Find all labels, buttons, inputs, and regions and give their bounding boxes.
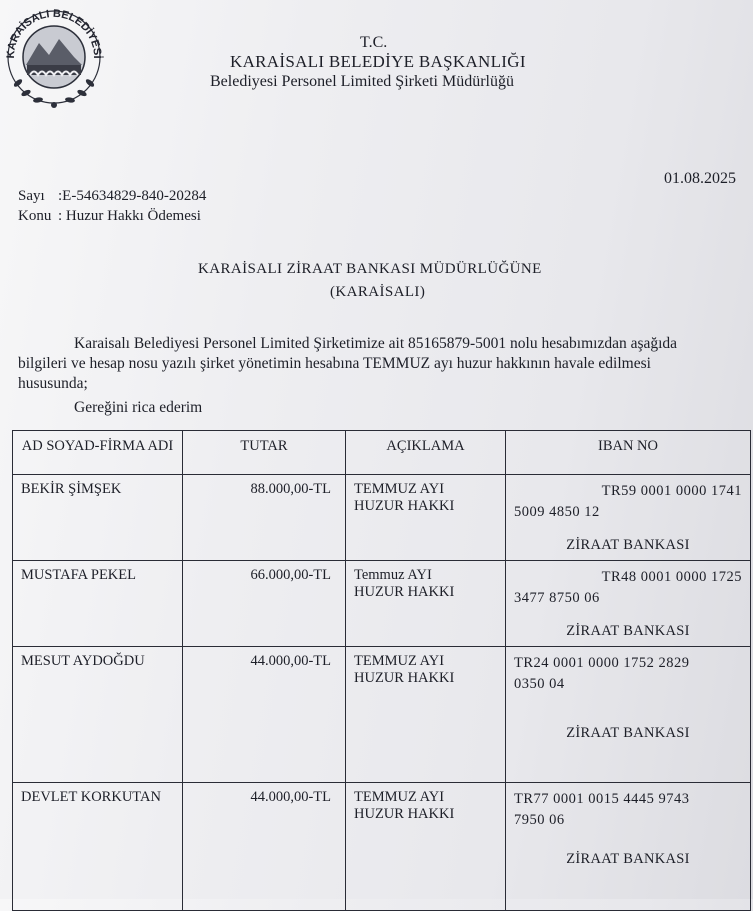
- description-line-2: HUZUR HAKKI: [354, 498, 455, 514]
- col-header-iban: IBAN NO: [506, 431, 751, 475]
- cell-description: [346, 647, 506, 783]
- payment-table: [12, 430, 751, 911]
- cell-amount: 88.000,00-TL: [183, 475, 346, 561]
- iban-line-1: TR48 0001 0000 1725: [601, 569, 742, 585]
- iban-line-2: 0350 04: [514, 676, 565, 692]
- cell-amount: 66.000,00-TL: [183, 561, 346, 647]
- table-row: [13, 561, 751, 647]
- cell-name: DEVLET KORKUTAN: [13, 783, 183, 911]
- description-line-1: TEMMUZ AYI: [354, 789, 445, 805]
- cell-description: [346, 475, 506, 561]
- document-date: 01.08.2025: [664, 170, 736, 187]
- cell-iban: [506, 561, 751, 647]
- cell-amount: 44.000,00-TL: [183, 783, 346, 911]
- iban-line-1: TR77 0001 0015 4445 9743: [514, 791, 690, 807]
- iban-line-2: 7950 06: [514, 812, 565, 828]
- iban-line-2: 3477 8750 06: [514, 590, 600, 606]
- description-line-2: HUZUR HAKKI: [354, 670, 455, 686]
- description-line-1: TEMMUZ AYI: [354, 481, 445, 497]
- sayi-label: Sayı: [18, 188, 45, 204]
- description-line-1: Temmuz AYI: [354, 567, 432, 583]
- iban-line-2: 5009 4850 12: [514, 504, 600, 520]
- municipality-seal-logo: [4, 5, 104, 117]
- bank-name: ZİRAAT BANKASI: [566, 851, 690, 867]
- cell-description: [346, 561, 506, 647]
- cell-amount: 44.000,00-TL: [183, 647, 346, 783]
- iban-line-1: TR24 0001 0000 1752 2829: [514, 655, 690, 671]
- cell-name: BEKİR ŞİMŞEK: [13, 475, 183, 561]
- table-row: [13, 475, 751, 561]
- closing-request: Gereğini rica ederim: [74, 399, 203, 416]
- konu-value: : Huzur Hakkı Ödemesi: [58, 208, 201, 224]
- col-header-description: AÇIKLAMA: [346, 431, 506, 475]
- iban-line-1: TR59 0001 0000 1741: [601, 483, 742, 499]
- cell-description: [346, 783, 506, 911]
- cell-iban: [506, 647, 751, 783]
- col-header-name: AD SOYAD-FİRMA ADI: [13, 431, 183, 475]
- bank-name: ZİRAAT BANKASI: [566, 623, 690, 639]
- cell-name: MUSTAFA PEKEL: [13, 561, 183, 647]
- body-line-3: hususunda;: [18, 375, 88, 392]
- table-row: [13, 783, 751, 911]
- sayi-value: :E-54634829-840-20284: [58, 188, 207, 204]
- header-municipality: KARAİSALI BELEDİYE BAŞKANLIĞI: [230, 52, 526, 71]
- body-line-2: bilgileri ve hesap nosu yazılı şirket yönetimin hesabına TEMMUZ ayı huzur hakkının havale edilmesi: [18, 355, 651, 372]
- svg-text:KARAİSALI BELEDİYESİ: KARAİSALI BELEDİYESİ: [4, 7, 104, 59]
- recipient-bank-directorate: KARAİSALI ZİRAAT BANKASI MÜDÜRLÜĞÜNE: [198, 261, 542, 277]
- bank-name: ZİRAAT BANKASI: [566, 537, 690, 553]
- cell-iban: [506, 783, 751, 911]
- table-header-row: [13, 431, 751, 475]
- header-tc: T.C.: [360, 34, 388, 51]
- konu-label: Konu: [18, 208, 52, 224]
- body-line-1: Karaisalı Belediyesi Personel Limited Şirketimize ait 85165879-5001 nolu hesabımızdan aşağıda: [74, 335, 678, 352]
- description-line-2: HUZUR HAKKI: [354, 584, 455, 600]
- col-header-amount: TUTAR: [183, 431, 346, 475]
- header-company-directorate: Belediyesi Personel Limited Şirketi Müdürlüğü: [210, 73, 514, 90]
- description-line-1: TEMMUZ AYI: [354, 653, 445, 669]
- cell-name: MESUT AYDOĞDU: [13, 647, 183, 783]
- description-line-2: HUZUR HAKKI: [354, 806, 455, 822]
- bank-name: ZİRAAT BANKASI: [566, 725, 690, 741]
- recipient-location: (KARAİSALI): [330, 284, 426, 300]
- table-row: [13, 647, 751, 783]
- cell-iban: [506, 475, 751, 561]
